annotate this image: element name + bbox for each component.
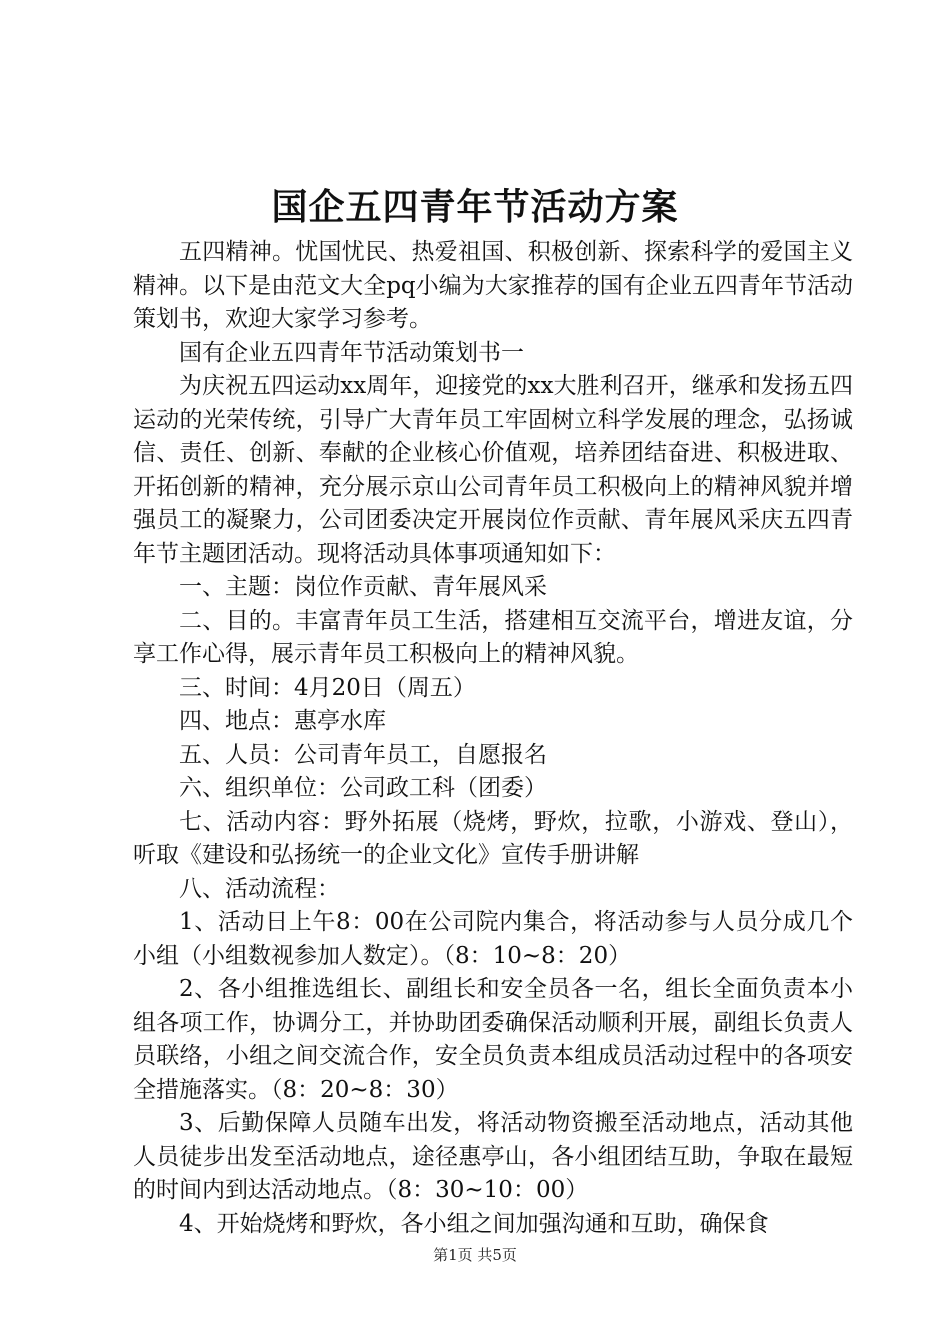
paragraph-personnel: 五、人员：公司青年员工，自愿报名 <box>179 741 547 768</box>
document-body <box>133 236 853 1241</box>
paragraph-step-4: 4、开始烧烤和野炊，各小组之间加强沟通和互助，确保食 <box>179 1210 769 1237</box>
paragraph-intro: 五四精神。忧国忧民、热爱祖国、积极创新、探索科学的爱国主义精神。以下是由范文大全pq小编为大家推荐的国有企业五四青年节活动策划书，欢迎大家学习参考。 <box>133 239 853 332</box>
paragraph-background: 为庆祝五四运动xx周年，迎接党的xx大胜利召开，继承和发扬五四运动的光荣传统，引导广大青年员工牢固树立科学发展的理念，弘扬诚信、责任、创新、奉献的企业核心价值观，培养团结奋进、积极进取、开拓创新的精神，充分展示京山公司青年员工积极向上的精神风貌并增强员工的凝聚力，公司团委决定开展岗位作贡献、青年展风采庆五四青年节主题团活动。现将活动具体事项通知如下： <box>133 373 853 567</box>
paragraph-process-heading: 八、活动流程： <box>179 875 340 902</box>
paragraph-plan-heading: 国有企业五四青年节活动策划书一 <box>179 339 524 366</box>
paragraph-step-2: 2、各小组推选组长、副组长和安全员各一名，组长全面负责本小组各项工作，协调分工，并协助团委确保活动顺利开展，副组长负责人员联络，小组之间交流合作，安全员负责本组成员活动过程中的各项安全措施落实。（8：20~8：30） <box>133 976 853 1103</box>
paragraph-content: 七、活动内容：野外拓展（烧烤，野炊，拉歌，小游戏、登山），听取《建设和弘扬统一的企业文化》宣传手册讲解 <box>133 808 853 868</box>
page-number-footer: 第1页 共5页 <box>433 1246 517 1264</box>
paragraph-purpose: 二、目的。丰富青年员工生活，搭建相互交流平台，增进友谊，分享工作心得，展示青年员工积极向上的精神风貌。 <box>133 607 853 667</box>
paragraph-step-1: 1、活动日上午8：00在公司院内集合，将活动参与人员分成几个小组（小组数视参加人数定）。（8：10~8：20） <box>133 909 853 969</box>
paragraph-location: 四、地点：惠亭水库 <box>179 708 386 734</box>
document-title: 国企五四青年节活动方案 <box>271 187 679 228</box>
paragraph-step-3: 3、后勤保障人员随车出发，将活动物资搬至活动地点，活动其他人员徒步出发至活动地点，途径惠亭山，各小组团结互助，争取在最短的时间内到达活动地点。（8：30~10：00） <box>133 1110 853 1203</box>
paragraph-organizer: 六、组织单位：公司政工科（团委） <box>179 775 547 801</box>
paragraph-theme: 一、主题：岗位作贡献、青年展风采 <box>179 574 547 600</box>
paragraph-time: 三、时间：4月20日（周五） <box>179 674 476 701</box>
